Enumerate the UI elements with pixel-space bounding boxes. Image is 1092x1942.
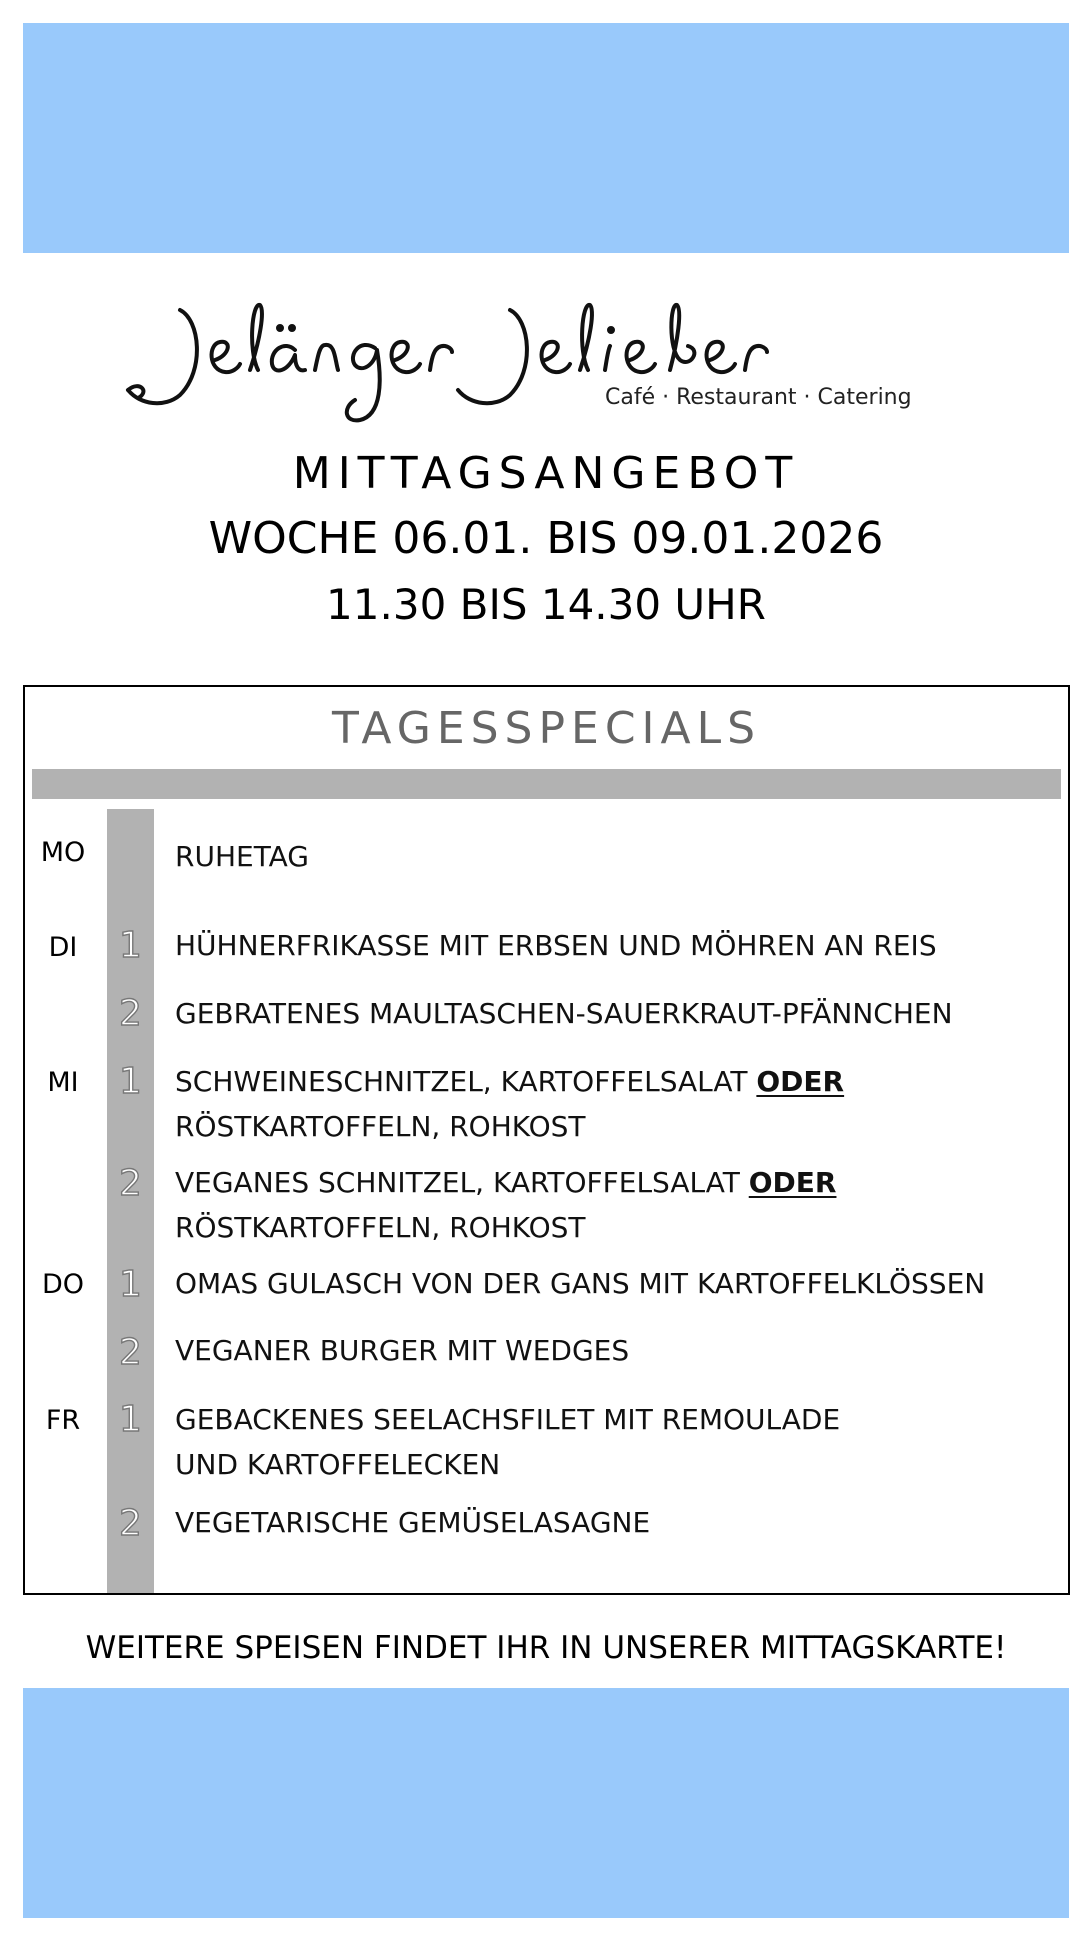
dish-number: 1 — [119, 1399, 142, 1440]
dish-do-2: VEGANER BURGER MIT WEDGES — [175, 1334, 630, 1367]
dish-number: 1 — [119, 1061, 142, 1102]
dish-mi-1: SCHWEINESCHNITZEL, KARTOFFELSALAT ODER RÖSTKARTOFFELN, ROHKOST — [175, 1065, 845, 1143]
dish-number: 2 — [119, 1503, 142, 1544]
dish-fr-1: GEBACKENES SEELACHSFILET MIT REMOULADE UND KARTOFFELECKEN — [175, 1403, 841, 1481]
or-emphasis: ODER — [748, 1166, 837, 1199]
dish-number: 2 — [119, 1163, 142, 1204]
top-blue-band — [23, 23, 1069, 253]
daily-specials-box — [23, 685, 1070, 1595]
day-label-do: DO — [41, 1269, 85, 1300]
footer-note: WEITERE SPEISEN FINDET IHR IN UNSERER MITTAGSKARTE! — [85, 1630, 1007, 1666]
page-title: MITTAGSANGEBOT — [292, 448, 800, 499]
dish-number: 1 — [119, 1264, 142, 1305]
day-label-mo: MO — [40, 837, 86, 868]
dish-fr-2: VEGETARISCHE GEMÜSELASAGNE — [175, 1506, 651, 1539]
dish-di-1: HÜHNERFRIKASSE MIT ERBSEN UND MÖHREN AN REIS — [175, 929, 937, 962]
bottom-blue-band — [23, 1688, 1069, 1918]
specials-title: TAGESSPECIALS — [331, 703, 762, 754]
logo-wordmark-graphic — [120, 280, 940, 445]
dish-number: 2 — [119, 1332, 142, 1373]
logo-tagline: Café · Restaurant · Catering — [605, 385, 912, 410]
dish-number: 2 — [119, 993, 142, 1034]
day-label-fr: FR — [45, 1405, 81, 1436]
day-label-mi: MI — [47, 1067, 79, 1098]
dish-di-2: GEBRATENES MAULTASCHEN-SAUERKRAUT-PFÄNNCHEN — [175, 997, 953, 1030]
week-range: WOCHE 06.01. BIS 09.01.2026 — [208, 513, 884, 564]
dish-do-1: OMAS GULASCH VON DER GANS MIT KARTOFFELKLÖSSEN — [175, 1267, 986, 1300]
day-label-di: DI — [48, 932, 78, 963]
dish-mo: RUHETAG — [175, 840, 309, 873]
restaurant-logo — [120, 280, 940, 445]
service-hours: 11.30 BIS 14.30 UHR — [326, 580, 766, 629]
divider-bar — [32, 769, 1061, 799]
or-emphasis: ODER — [756, 1065, 845, 1098]
dish-number: 1 — [119, 925, 142, 966]
dish-mi-2: VEGANES SCHNITZEL, KARTOFFELSALAT ODER RÖSTKARTOFFELN, ROHKOST — [175, 1166, 837, 1244]
